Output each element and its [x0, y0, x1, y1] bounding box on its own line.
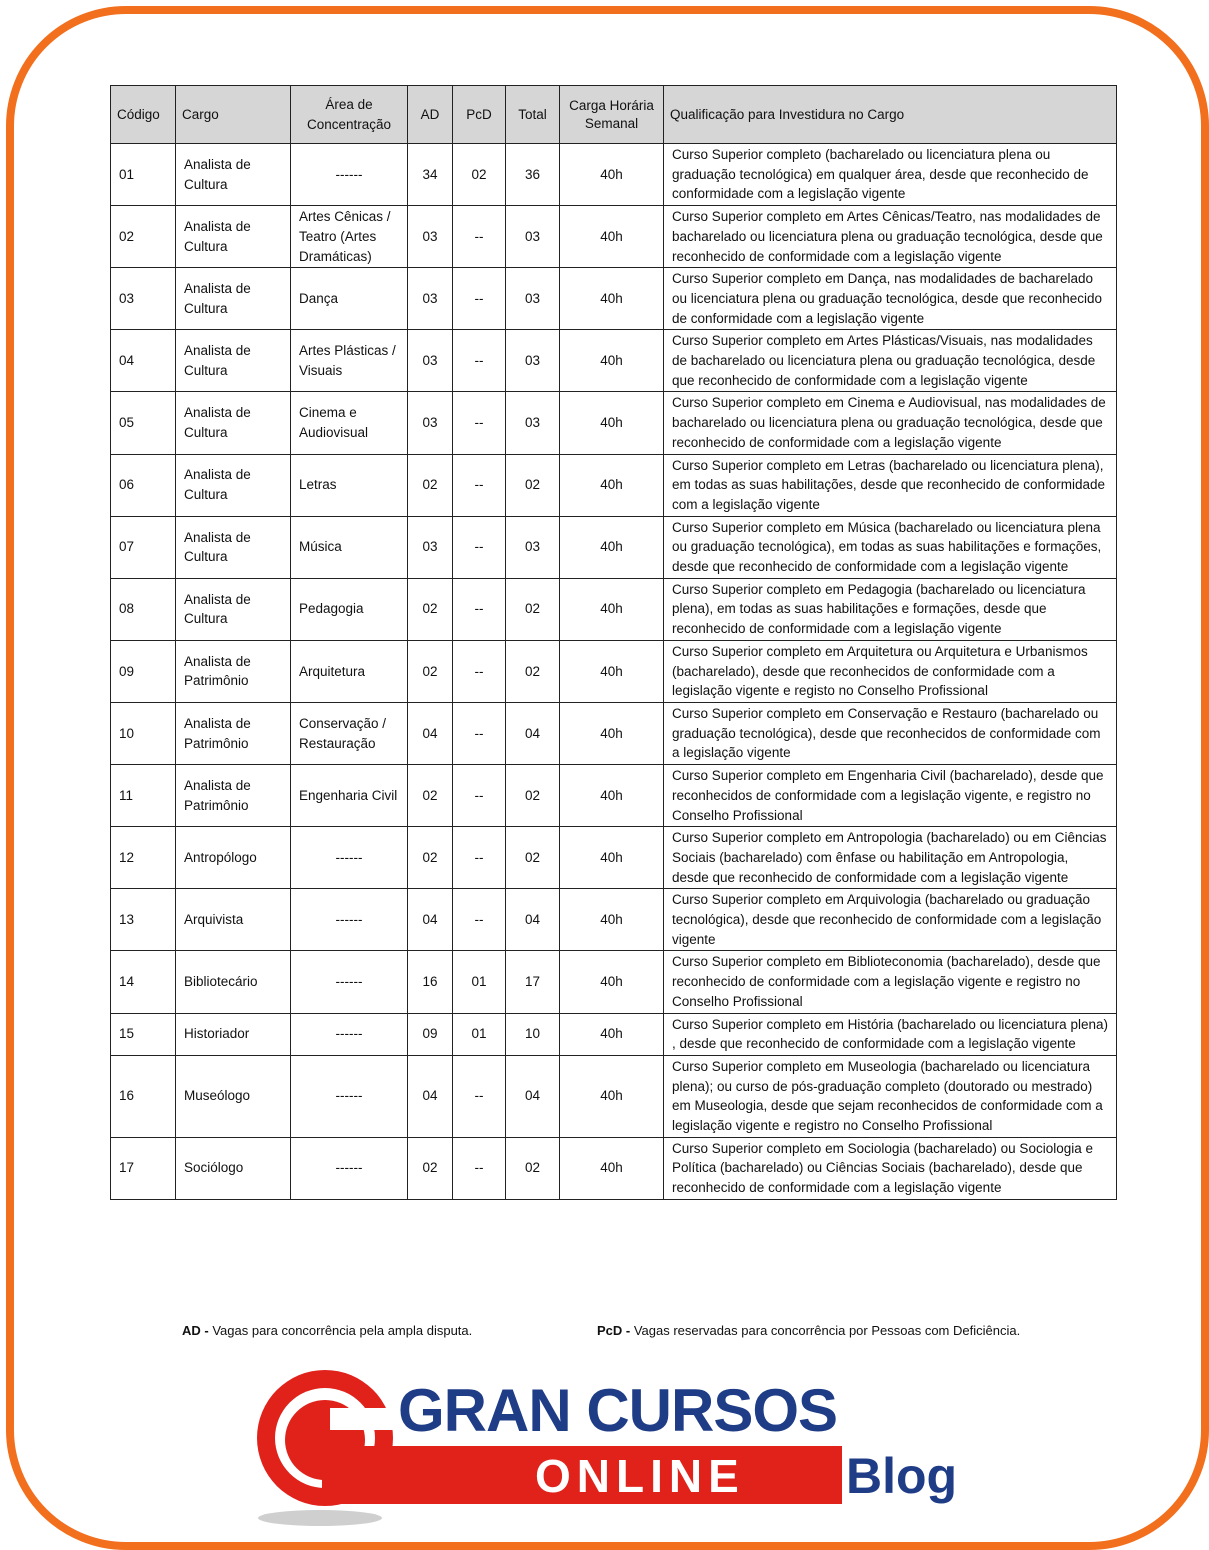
table-row [111, 144, 1117, 206]
cell-cargo: Analista de Patrimônio [176, 765, 291, 827]
cell-carga: 40h [560, 454, 664, 516]
cell-qualificacao: Curso Superior completo em Música (bacharelado ou licenciatura plena ou graduação tecnológica), em todas as suas habilitações e formações, desde que reconhecido de conformidade com a legislação vigente [664, 516, 1117, 578]
cell-ad: 03 [408, 268, 453, 330]
cell-carga: 40h [560, 578, 664, 640]
cell-cargo: Analista de Cultura [176, 330, 291, 392]
cell-cargo: Bibliotecário [176, 951, 291, 1013]
header-ad: AD [408, 86, 453, 144]
cell-codigo: 05 [111, 392, 176, 454]
cell-carga: 40h [560, 516, 664, 578]
cell-qualificacao: Curso Superior completo em Cinema e Audiovisual, nas modalidades de bacharelado ou licenciatura plena ou graduação tecnológica, desde que reconhecido de conformidade com a legislação vigente [664, 392, 1117, 454]
logo-shadow [258, 1510, 382, 1526]
cell-ad: 09 [408, 1013, 453, 1055]
cell-total: 10 [506, 1013, 560, 1055]
table-row [111, 454, 1117, 516]
cell-ad: 02 [408, 827, 453, 889]
cell-cargo: Analista de Cultura [176, 144, 291, 206]
cell-carga: 40h [560, 1137, 664, 1199]
cell-carga: 40h [560, 951, 664, 1013]
cell-qualificacao: Curso Superior completo (bacharelado ou licenciatura plena ou graduação tecnológica) em qualquer área, desde que reconhecido de conformidade com a legislação vigente [664, 144, 1117, 206]
cell-carga: 40h [560, 330, 664, 392]
cell-area: Conservação / Restauração [291, 702, 408, 764]
cell-codigo: 12 [111, 827, 176, 889]
cell-pcd: -- [453, 765, 506, 827]
cell-carga: 40h [560, 827, 664, 889]
cell-carga: 40h [560, 392, 664, 454]
cell-total: 36 [506, 144, 560, 206]
cell-cargo: Arquivista [176, 889, 291, 951]
cell-cargo: Sociólogo [176, 1137, 291, 1199]
cell-carga: 40h [560, 765, 664, 827]
cell-qualificacao: Curso Superior completo em Pedagogia (bacharelado ou licenciatura plena), em todas as suas habilitações e formações, desde que reconhecido de conformidade com a legislação vigente [664, 578, 1117, 640]
header-pcd: PcD [453, 86, 506, 144]
cell-pcd: -- [453, 1137, 506, 1199]
cell-ad: 34 [408, 144, 453, 206]
cell-pcd: -- [453, 454, 506, 516]
cell-total: 02 [506, 578, 560, 640]
cell-pcd: -- [453, 640, 506, 702]
cell-ad: 04 [408, 1055, 453, 1137]
cell-qualificacao: Curso Superior completo em Artes Plásticas/Visuais, nas modalidades de bacharelado ou licenciatura plena ou graduação tecnológica, desde que reconhecido de conformidade com a legislação vigente [664, 330, 1117, 392]
cell-cargo: Analista de Cultura [176, 454, 291, 516]
cell-total: 03 [506, 268, 560, 330]
cell-area: ------ [291, 951, 408, 1013]
cell-area: ------ [291, 827, 408, 889]
header-area: Área de Concentração [291, 86, 408, 144]
cell-area: ------ [291, 144, 408, 206]
cell-carga: 40h [560, 1013, 664, 1055]
header-codigo: Código [111, 86, 176, 144]
cell-pcd: -- [453, 702, 506, 764]
table-row [111, 765, 1117, 827]
cell-cargo: Antropólogo [176, 827, 291, 889]
cell-cargo: Analista de Cultura [176, 578, 291, 640]
cell-total: 04 [506, 889, 560, 951]
table-row [111, 951, 1117, 1013]
legend-pcd-text: Vagas reservadas para concorrência por Pessoas com Deficiência. [630, 1323, 1021, 1338]
cell-ad: 02 [408, 1137, 453, 1199]
cell-area: ------ [291, 889, 408, 951]
cell-area: ------ [291, 1137, 408, 1199]
cell-carga: 40h [560, 206, 664, 268]
cell-area: Arquitetura [291, 640, 408, 702]
cell-qualificacao: Curso Superior completo em Engenharia Civil (bacharelado), desde que reconhecidos de conformidade com a legislação vigente, e registro no Conselho Profissional [664, 765, 1117, 827]
cell-total: 03 [506, 516, 560, 578]
cell-ad: 16 [408, 951, 453, 1013]
cell-ad: 04 [408, 702, 453, 764]
cell-carga: 40h [560, 268, 664, 330]
cell-carga: 40h [560, 144, 664, 206]
cell-codigo: 10 [111, 702, 176, 764]
table-body [111, 144, 1117, 1200]
cell-pcd: 02 [453, 144, 506, 206]
cell-qualificacao: Curso Superior completo em Artes Cênicas/Teatro, nas modalidades de bacharelado ou licenciatura plena ou graduação tecnológica, desde que reconhecido de conformidade com a legislação vigente [664, 206, 1117, 268]
cell-qualificacao: Curso Superior completo em Letras (bacharelado ou licenciatura plena), em todas as suas habilitações, desde que reconhecido de conformidade com a legislação vigente [664, 454, 1117, 516]
cell-codigo: 13 [111, 889, 176, 951]
table-header-row [111, 86, 1117, 144]
table-row [111, 827, 1117, 889]
legend-ad [182, 1323, 472, 1338]
cell-pcd: -- [453, 268, 506, 330]
cell-total: 02 [506, 454, 560, 516]
legend-pcd-abbr: PcD - [597, 1323, 631, 1338]
header-cargo: Cargo [176, 86, 291, 144]
logo-brand-text: GRAN CURSOS [398, 1377, 838, 1444]
table-row [111, 1137, 1117, 1199]
cell-carga: 40h [560, 889, 664, 951]
cell-area: Pedagogia [291, 578, 408, 640]
cell-pcd: -- [453, 578, 506, 640]
cell-ad: 04 [408, 889, 453, 951]
cell-qualificacao: Curso Superior completo em História (bacharelado ou licenciatura plena) , desde que reconhecido de conformidade com a legislação vigente [664, 1013, 1117, 1055]
cell-carga: 40h [560, 702, 664, 764]
cell-total: 02 [506, 640, 560, 702]
cell-codigo: 04 [111, 330, 176, 392]
cell-total: 04 [506, 702, 560, 764]
cell-qualificacao: Curso Superior completo em Arquivologia (bacharelado ou graduação tecnológica), desde que reconhecido de conformidade com a legislação vigente [664, 889, 1117, 951]
cell-total: 17 [506, 951, 560, 1013]
cell-ad: 03 [408, 206, 453, 268]
table-row [111, 702, 1117, 764]
cell-pcd: 01 [453, 1013, 506, 1055]
cell-area: ------ [291, 1013, 408, 1055]
cell-codigo: 11 [111, 765, 176, 827]
cell-qualificacao: Curso Superior completo em Sociologia (bacharelado) ou Sociologia e Política (bacharelado) ou Ciências Sociais (bacharelado), desde que reconhecido de conformidade com a legislação vigente [664, 1137, 1117, 1199]
cell-carga: 40h [560, 1055, 664, 1137]
cell-ad: 02 [408, 640, 453, 702]
cell-pcd: -- [453, 516, 506, 578]
cell-cargo: Analista de Cultura [176, 206, 291, 268]
logo-g-notch [330, 1408, 405, 1430]
cell-ad: 03 [408, 330, 453, 392]
header-carga: Carga Horária Semanal [560, 86, 664, 144]
cell-cargo: Analista de Cultura [176, 392, 291, 454]
gran-cursos-logo [250, 1368, 970, 1533]
cell-area: ------ [291, 1055, 408, 1137]
cell-pcd: -- [453, 392, 506, 454]
table-row [111, 1013, 1117, 1055]
cell-area: Engenharia Civil [291, 765, 408, 827]
cell-qualificacao: Curso Superior completo em Museologia (bacharelado ou licenciatura plena); ou curso de pós-graduação completo (doutorado ou mestrado) em Museologia, desde que sejam reconhecidos de conformidade com a legislação vigente e registro no Conselho Profissional [664, 1055, 1117, 1137]
cell-cargo: Analista de Patrimônio [176, 640, 291, 702]
cell-codigo: 03 [111, 268, 176, 330]
cell-qualificacao: Curso Superior completo em Conservação e Restauro (bacharelado ou graduação tecnológica), desde que reconhecidos de conformidade com a legislação vigente [664, 702, 1117, 764]
cell-total: 02 [506, 765, 560, 827]
cell-qualificacao: Curso Superior completo em Biblioteconomia (bacharelado), desde que reconhecido de conformidade com a legislação vigente e registro no Conselho Profissional [664, 951, 1117, 1013]
cell-codigo: 01 [111, 144, 176, 206]
cell-total: 02 [506, 1137, 560, 1199]
cell-total: 04 [506, 1055, 560, 1137]
table-row [111, 1055, 1117, 1137]
cell-qualificacao: Curso Superior completo em Arquitetura ou Arquitetura e Urbanismos (bacharelado), desde que reconhecidos de conformidade com a legislação vigente e registo no Conselho Profissional [664, 640, 1117, 702]
cell-ad: 02 [408, 578, 453, 640]
cell-cargo: Analista de Patrimônio [176, 702, 291, 764]
table-row [111, 206, 1117, 268]
table-row [111, 330, 1117, 392]
cell-pcd: 01 [453, 951, 506, 1013]
table-row [111, 640, 1117, 702]
cell-codigo: 07 [111, 516, 176, 578]
cell-pcd: -- [453, 827, 506, 889]
table-row [111, 889, 1117, 951]
cell-total: 03 [506, 330, 560, 392]
cell-pcd: -- [453, 889, 506, 951]
logo-online-text: ONLINE [535, 1450, 745, 1502]
table-row [111, 516, 1117, 578]
cell-codigo: 15 [111, 1013, 176, 1055]
cell-qualificacao: Curso Superior completo em Antropologia (bacharelado) ou em Ciências Sociais (bacharelado) com ênfase ou habilitação em Antropologia, desde que reconhecido de conformidade com a legislação vigente [664, 827, 1117, 889]
legend-ad-abbr: AD - [182, 1323, 209, 1338]
cell-area: Música [291, 516, 408, 578]
cell-codigo: 02 [111, 206, 176, 268]
legend-pcd [597, 1323, 1020, 1338]
cell-area: Artes Cênicas / Teatro (Artes Dramáticas) [291, 206, 408, 268]
legend-ad-text: Vagas para concorrência pela ampla disputa. [208, 1323, 473, 1338]
cell-codigo: 17 [111, 1137, 176, 1199]
cell-codigo: 14 [111, 951, 176, 1013]
cell-total: 02 [506, 827, 560, 889]
cell-area: Cinema e Audiovisual [291, 392, 408, 454]
cell-ad: 03 [408, 392, 453, 454]
cell-ad: 02 [408, 454, 453, 516]
cell-ad: 03 [408, 516, 453, 578]
cell-cargo: Analista de Cultura [176, 268, 291, 330]
cell-cargo: Museólogo [176, 1055, 291, 1137]
cell-area: Dança [291, 268, 408, 330]
cell-area: Letras [291, 454, 408, 516]
cell-qualificacao: Curso Superior completo em Dança, nas modalidades de bacharelado ou licenciatura plena ou graduação tecnológica, desde que reconhecido de conformidade com a legislação vigente [664, 268, 1117, 330]
cell-cargo: Analista de Cultura [176, 516, 291, 578]
cell-total: 03 [506, 206, 560, 268]
cell-pcd: -- [453, 1055, 506, 1137]
cell-codigo: 08 [111, 578, 176, 640]
cell-area: Artes Plásticas / Visuais [291, 330, 408, 392]
cell-codigo: 09 [111, 640, 176, 702]
cell-ad: 02 [408, 765, 453, 827]
positions-table [110, 85, 1117, 1200]
cell-carga: 40h [560, 640, 664, 702]
table-row [111, 268, 1117, 330]
table-row [111, 578, 1117, 640]
cell-total: 03 [506, 392, 560, 454]
cell-codigo: 16 [111, 1055, 176, 1137]
header-qualificacao: Qualificação para Investidura no Cargo [664, 86, 1117, 144]
cell-cargo: Historiador [176, 1013, 291, 1055]
table-row [111, 392, 1117, 454]
logo-blog-text: Blog [846, 1448, 958, 1504]
cell-pcd: -- [453, 330, 506, 392]
header-total: Total [506, 86, 560, 144]
cell-pcd: -- [453, 206, 506, 268]
cell-codigo: 06 [111, 454, 176, 516]
